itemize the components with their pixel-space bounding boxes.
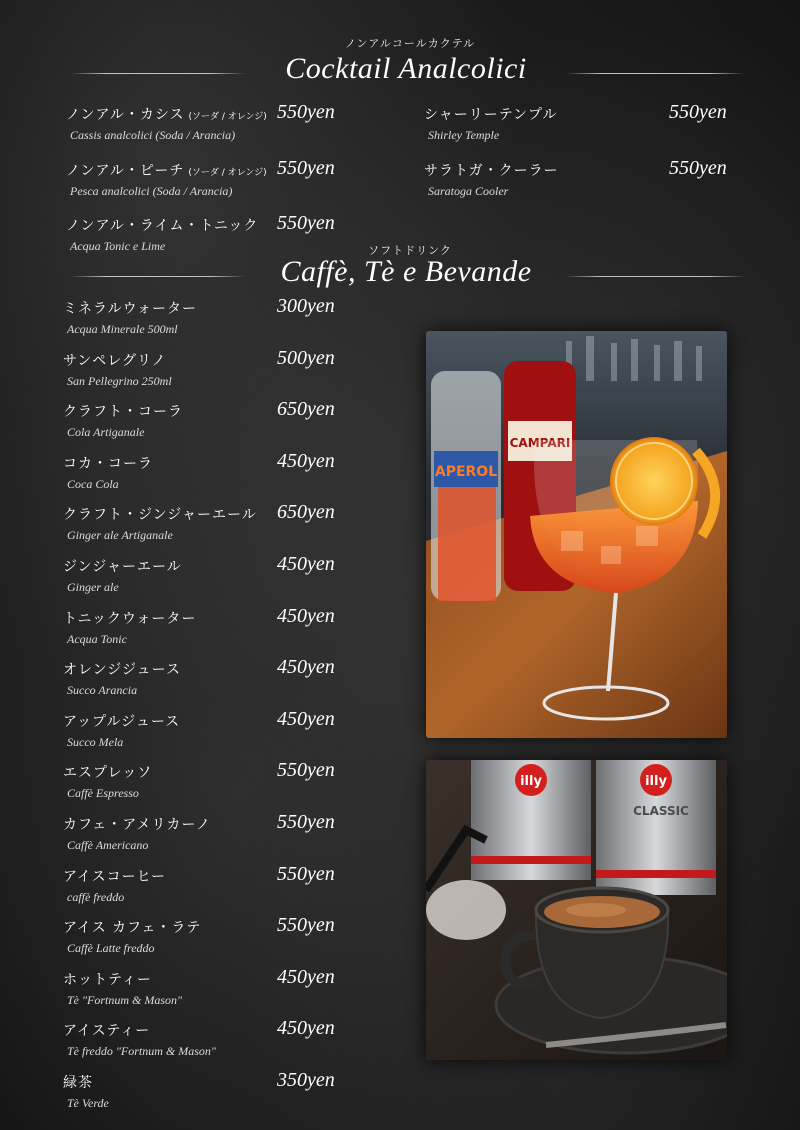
espresso-photo	[426, 760, 727, 1060]
item-price: 450yen	[277, 656, 335, 679]
item-name-it: Caffè Americano	[67, 838, 149, 852]
item-name-it: Cassis analcolici (Soda / Arancia)	[70, 128, 236, 142]
item-name-it: Saratoga Cooler	[428, 184, 509, 198]
item-name-jp: ジンジャーエール	[63, 559, 182, 575]
menu-item	[63, 350, 172, 389]
can-text: CLASSIC	[633, 804, 689, 818]
menu-item	[63, 401, 183, 440]
item-name-jp: ホットティー	[63, 971, 152, 988]
menu-item	[66, 215, 258, 254]
item-name-jp: シャーリーテンプル	[424, 107, 558, 123]
item-name-it: Acqua Tonic	[67, 631, 127, 646]
cocktail-section-title: Cocktail Analcolici	[285, 52, 527, 85]
menu-item	[63, 762, 152, 801]
aperol-photo-illustration	[426, 331, 727, 738]
cocktail-kana-title: ノンアルコールカクテル	[344, 37, 476, 50]
item-name-it: Ginger ale Artiganale	[67, 528, 173, 543]
item-name-jp: カフェ・アメリカーノ	[63, 817, 212, 833]
item-name-it: Succo Mela	[67, 734, 124, 749]
aperol-spritz-photo	[426, 331, 727, 738]
item-price: 350yen	[277, 1069, 335, 1091]
item-name-it: Caffè Latte freddo	[67, 941, 155, 956]
item-name-jp: アイスティー	[63, 1023, 151, 1040]
item-name-jp: サラトガ・クーラー	[424, 163, 559, 179]
item-name-jp: コカ・コーラ	[63, 455, 153, 472]
menu-item	[63, 298, 197, 337]
item-name-jp: アイス カフェ・ラテ	[63, 920, 202, 937]
menu-item	[63, 969, 182, 1008]
menu-item	[63, 1072, 109, 1111]
menu-item	[66, 160, 267, 199]
campari-label: CAMPARI	[509, 436, 571, 450]
item-price: 450yen	[277, 1017, 335, 1040]
item-price: 650yen	[277, 398, 335, 421]
item-name-jp: ノンアル・ピーチ (ソーダ / オレンジ)	[66, 163, 267, 179]
item-name-it: Ginger ale	[67, 580, 119, 594]
item-name-it: Shirley Temple	[428, 128, 500, 142]
item-name-it: Tè Verde	[67, 1096, 109, 1110]
soft-section-title: Caffè, Tè e Bevande	[280, 255, 532, 288]
illy-logo-1: illy	[520, 774, 542, 789]
espresso-photo-illustration	[426, 760, 727, 1060]
item-name-jp: 緑茶	[63, 1075, 93, 1091]
item-price: 550yen	[277, 862, 335, 885]
aperol-label: APEROL	[434, 464, 498, 480]
item-name-jp: ミネラルウォーター	[63, 301, 198, 317]
divider-right	[565, 73, 745, 74]
menu-item	[63, 917, 201, 956]
item-name-it: Succo Arancia	[67, 683, 138, 698]
soft-kana-title: ソフトドリンク	[368, 244, 452, 257]
item-price: 500yen	[277, 346, 335, 369]
item-name-it: Tè "Fortnum & Mason"	[67, 992, 183, 1007]
item-name-jp: サンペレグリノ	[63, 352, 167, 369]
item-name-jp: ノンアル・ライム・トニック	[66, 218, 259, 234]
menu-item	[63, 711, 180, 750]
item-price: 550yen	[669, 157, 727, 179]
menu-item	[63, 453, 153, 492]
item-name-it: Tè freddo "Fortnum & Mason"	[67, 1044, 216, 1059]
item-name-it: Cola Artiganale	[67, 425, 145, 440]
item-name-jp: エスプレッソ	[63, 765, 153, 782]
item-name-it: Pesca analcolici (Soda / Arancia)	[70, 184, 233, 198]
menu-item	[63, 504, 257, 543]
menu-item	[63, 866, 166, 905]
item-price: 450yen	[277, 707, 335, 730]
menu-item	[63, 659, 181, 698]
item-name-it: San Pellegrino 250ml	[67, 373, 172, 388]
item-name-jp: オレンジジュース	[63, 662, 181, 679]
item-name-it: Acqua Minerale 500ml	[67, 322, 178, 336]
item-name-jp: アイスコーヒー	[63, 868, 167, 885]
item-price: 550yen	[277, 157, 335, 179]
item-price: 450yen	[277, 604, 335, 627]
item-name-it: caffè freddo	[67, 889, 125, 904]
item-name-jp: トニックウォーター	[63, 610, 197, 627]
item-price: 550yen	[277, 212, 335, 234]
menu-item	[63, 556, 182, 595]
menu-item	[424, 160, 559, 199]
item-price: 300yen	[277, 295, 335, 317]
menu-item	[63, 814, 211, 853]
item-name-jp: アップルジュース	[63, 713, 181, 730]
item-name-it: Coca Cola	[67, 476, 119, 491]
item-price: 450yen	[277, 553, 335, 575]
menu-item	[63, 608, 196, 647]
divider-right	[565, 276, 745, 277]
item-price: 550yen	[277, 101, 335, 123]
item-name-jp: ノンアル・カシス (ソーダ / オレンジ)	[66, 107, 267, 123]
item-name-jp: クラフト・ジンジャーエール	[63, 507, 257, 524]
menu-item	[63, 1020, 216, 1059]
item-price: 450yen	[277, 965, 335, 988]
item-price: 450yen	[277, 449, 335, 472]
illy-logo-2: illy	[645, 774, 667, 789]
item-name-jp: クラフト・コーラ	[63, 404, 183, 421]
menu-item	[424, 104, 557, 143]
menu-item	[66, 104, 267, 143]
item-price: 550yen	[669, 101, 727, 123]
item-price: 650yen	[277, 501, 335, 524]
item-name-it: Acqua Tonic e Lime	[70, 239, 166, 253]
item-price: 550yen	[277, 914, 335, 937]
item-price: 550yen	[277, 811, 335, 833]
item-name-it: Caffè Espresso	[67, 786, 139, 801]
item-price: 550yen	[277, 759, 335, 782]
